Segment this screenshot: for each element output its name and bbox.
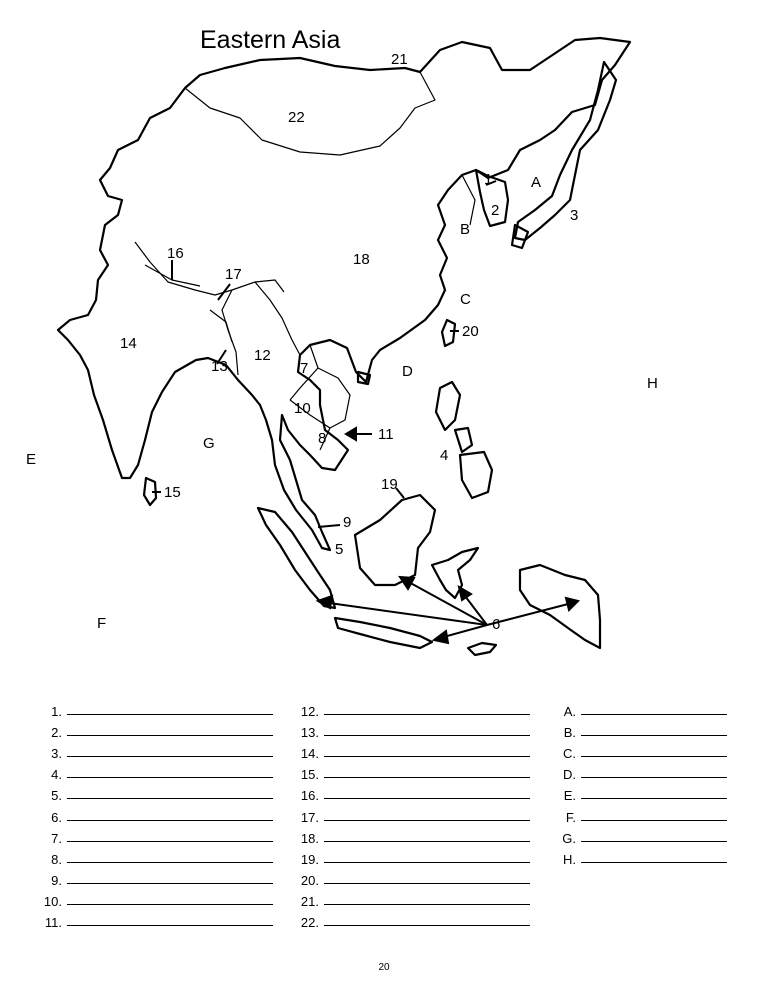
map-label-12: 12 (254, 347, 271, 364)
map-label-19: 19 (381, 476, 398, 493)
answer-blank[interactable] (324, 714, 530, 715)
answer-label: 22. (300, 915, 319, 931)
answer-row[interactable] (287, 824, 530, 845)
map-label-F: F (97, 615, 107, 632)
page-number: 20 (378, 962, 390, 973)
answer-label: 10. (43, 893, 62, 909)
luzon-outline (436, 382, 460, 430)
answer-label: 4. (51, 767, 62, 783)
korea-border (462, 175, 475, 225)
mindanao-outline (460, 452, 492, 498)
answer-blank[interactable] (324, 798, 530, 799)
map-label-22: 22 (288, 109, 305, 126)
visayas-outline (455, 428, 472, 452)
answer-row[interactable] (30, 845, 273, 866)
map-label-20: 20 (462, 323, 479, 340)
answer-row[interactable] (548, 781, 727, 802)
map-label-18: 18 (353, 251, 370, 268)
map-label-11: 11 (378, 426, 394, 443)
sulawesi-outline (432, 548, 478, 598)
answer-row[interactable] (548, 697, 727, 718)
answer-label: 5. (51, 788, 62, 804)
map-label-E: E (26, 451, 37, 468)
java-outline (335, 618, 432, 648)
answer-row[interactable] (287, 802, 530, 823)
answer-label: 16. (300, 788, 319, 804)
answer-blank[interactable] (581, 798, 727, 799)
answer-label: 21. (300, 893, 319, 909)
answer-blank[interactable] (324, 925, 530, 926)
answer-blank[interactable] (324, 756, 530, 757)
answer-label: 7. (51, 830, 62, 846)
answer-row[interactable] (287, 739, 530, 760)
answer-row[interactable] (548, 760, 727, 781)
timor-outline (468, 643, 496, 655)
map-label-14: 14 (120, 335, 137, 352)
answer-label: F. (565, 809, 576, 825)
answer-label: B. (563, 725, 576, 741)
answer-blank[interactable] (67, 777, 273, 778)
answer-blank[interactable] (67, 904, 273, 905)
answer-row[interactable] (287, 866, 530, 887)
answer-blank[interactable] (324, 735, 530, 736)
answer-blank[interactable] (581, 756, 727, 757)
answer-row[interactable] (548, 845, 727, 866)
answer-label: 13. (300, 725, 319, 741)
map-label-A: A (531, 174, 542, 191)
answer-label: C. (563, 746, 576, 762)
map-label-15: 15 (164, 484, 181, 501)
answer-blank[interactable] (324, 904, 530, 905)
answer-blank[interactable] (324, 820, 530, 821)
answer-label: D. (563, 767, 576, 783)
answer-column-2 (287, 697, 530, 929)
answer-blank[interactable] (581, 841, 727, 842)
answer-label: 3. (51, 746, 62, 762)
mongolia-border (185, 72, 435, 155)
answer-blank[interactable] (67, 756, 273, 757)
answer-label: 6. (51, 809, 62, 825)
map-label-10: 10 (294, 400, 311, 417)
answer-blank[interactable] (324, 862, 530, 863)
sumatra-outline (258, 508, 335, 608)
answer-row[interactable] (30, 718, 273, 739)
answer-row[interactable] (548, 739, 727, 760)
answer-label: 18. (300, 830, 319, 846)
answer-label: 8. (51, 851, 62, 867)
answer-label: 14. (300, 746, 319, 762)
map-label-3: 3 (570, 207, 579, 224)
answer-row[interactable] (30, 739, 273, 760)
map-label-6: 6 (492, 616, 501, 633)
answer-blank[interactable] (581, 735, 727, 736)
taiwan-outline (442, 320, 455, 346)
answer-row[interactable] (287, 760, 530, 781)
answer-blank[interactable] (324, 841, 530, 842)
answer-row[interactable] (30, 760, 273, 781)
bangladesh-border (210, 310, 232, 342)
answer-label: 20. (300, 872, 319, 888)
answer-row[interactable] (30, 908, 273, 929)
answer-label: A. (563, 704, 576, 720)
answer-label: 12. (300, 704, 319, 720)
answer-blank[interactable] (581, 862, 727, 863)
answer-row[interactable] (287, 781, 530, 802)
answer-blank[interactable] (324, 777, 530, 778)
answer-blank[interactable] (581, 820, 727, 821)
answer-blank[interactable] (67, 735, 273, 736)
answer-label: G. (562, 830, 576, 846)
map-label-8: 8 (318, 430, 327, 447)
answer-label: E. (563, 788, 576, 804)
answer-label: 11. (44, 915, 62, 931)
borneo-outline (355, 495, 435, 585)
answer-blank[interactable] (67, 841, 273, 842)
answer-row[interactable] (287, 718, 530, 739)
answer-row[interactable] (287, 697, 530, 718)
answer-row[interactable] (287, 845, 530, 866)
map-label-9: 9 (343, 514, 352, 531)
map-label-2: 2 (491, 202, 500, 219)
answer-row[interactable] (30, 887, 273, 908)
answer-blank[interactable] (67, 798, 273, 799)
answer-row[interactable] (548, 718, 727, 739)
answer-blank[interactable] (67, 883, 273, 884)
answer-label: 19. (300, 851, 319, 867)
map-label-7: 7 (300, 360, 309, 377)
map-label-21: 21 (391, 51, 408, 68)
answer-row[interactable] (30, 824, 273, 845)
answer-label: 17. (300, 809, 319, 825)
answer-blank[interactable] (324, 883, 530, 884)
answer-label: 1. (51, 704, 62, 720)
answer-blank[interactable] (67, 714, 273, 715)
answer-label: 15. (300, 767, 319, 783)
himalaya-border (135, 242, 284, 295)
map-label-D: D (402, 363, 413, 380)
answer-blank[interactable] (67, 862, 273, 863)
map-label-5: 5 (335, 541, 344, 558)
answer-blank[interactable] (67, 820, 273, 821)
answer-row[interactable] (287, 887, 530, 908)
answer-row[interactable] (30, 866, 273, 887)
answer-row[interactable] (548, 802, 727, 823)
answer-row[interactable] (30, 802, 273, 823)
answer-label: H. (563, 851, 576, 867)
answer-blank[interactable] (581, 777, 727, 778)
map-label-H: H (647, 375, 658, 392)
answer-blank[interactable] (581, 714, 727, 715)
map-label-17: 17 (225, 266, 242, 283)
answer-row[interactable] (287, 908, 530, 929)
answer-blank[interactable] (67, 925, 273, 926)
answer-row[interactable] (30, 781, 273, 802)
map-label-G: G (203, 435, 215, 452)
mainland-asia-outline (58, 38, 630, 550)
answer-row[interactable] (30, 697, 273, 718)
map-label-4: 4 (440, 447, 449, 464)
map-label-C: C (460, 291, 471, 308)
map-title: Eastern Asia (200, 26, 341, 54)
map-label-B: B (460, 221, 471, 238)
answer-label: 2. (51, 725, 62, 741)
answer-column-3 (548, 697, 727, 866)
answer-row[interactable] (548, 824, 727, 845)
answer-label: 9. (51, 872, 62, 888)
answer-column-1 (30, 697, 273, 929)
map-label-16: 16 (167, 245, 184, 262)
japan-outline (515, 62, 616, 240)
map-label-1: 1 (484, 171, 493, 188)
map-label-13: 13 (211, 358, 228, 375)
